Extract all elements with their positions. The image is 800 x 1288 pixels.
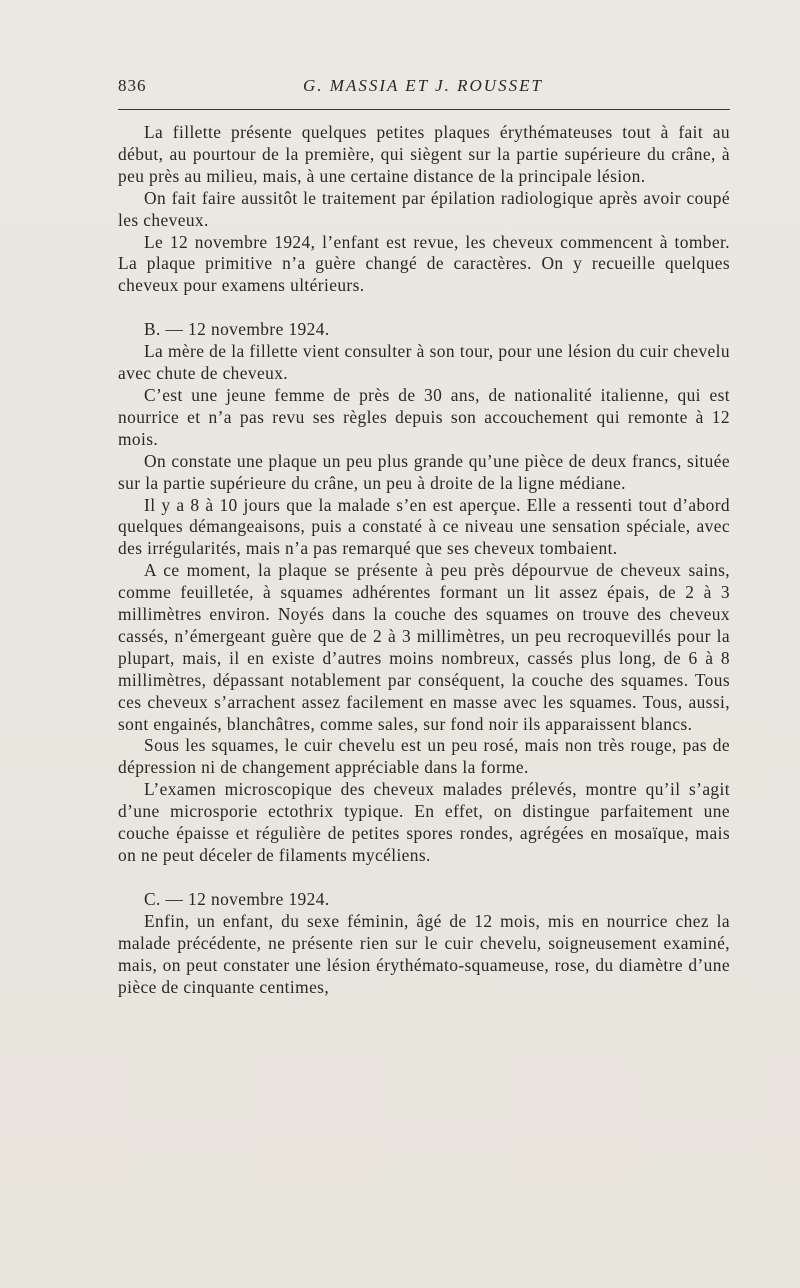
page-number: 836 (118, 76, 147, 95)
paragraph: Il y a 8 à 10 jours que la malade s’en est aperçue. Elle a ressenti tout d’abord quelques démangeaisons, puis a constaté à ce niveau une sensation spéciale, avec des irrégularités, mais n’a pas remarqué que ses cheveux tombaient. (118, 494, 730, 559)
running-head: G. MASSIA ET J. ROUSSET (303, 76, 543, 95)
section-heading-c: C. — 12 novembre 1924. (144, 888, 330, 909)
paragraph: On constate une plaque un peu plus grande qu’une pièce de deux francs, située sur la partie supérieure du crâne, un peu à droite de la ligne médiane. (118, 450, 730, 493)
header-rule (118, 109, 730, 110)
paragraph: L’examen microscopique des cheveux malades prélevés, montre qu’il s’agit d’une microsporie ectothrix typique. En effet, on distingue parfaitement une couche épaisse et régulière de petites spores rondes, agrégées en mosaïque, mais on ne peut déceler de filaments mycéliens. (118, 779, 730, 865)
paragraph: C’est une jeune femme de près de 30 ans, de nationalité italienne, qui est nourrice et n’a pas revu ses règles depuis son accouchement qui remonte à 12 mois. (118, 384, 730, 449)
paragraph: Enfin, un enfant, du sexe féminin, âgé de 12 mois, mis en nourrice chez la malade précédente, ne présente rien sur le cuir chevelu, soigneusement examiné, mais, on peut constater une lésion érythémato-squameuse, rose, du diamètre d’une pièce de cinquante centimes, (118, 910, 730, 997)
paragraph: La mère de la fillette vient consulter à son tour, pour une lésion du cuir chevelu avec chute de cheveux. (118, 341, 730, 384)
paragraph: On fait faire aussitôt le traitement par épilation radiologique après avoir coupé les cheveux. (118, 187, 730, 230)
section-heading-b: B. — 12 novembre 1924. (144, 319, 330, 340)
page-header (118, 76, 730, 102)
paragraph: Le 12 novembre 1924, l’enfant est revue, les cheveux commencent à tomber. La plaque primitive n’a guère changé de caractères. On y recueille quelques cheveux pour examens ultérieurs. (118, 231, 730, 296)
paragraph: Sous les squames, le cuir chevelu est un peu rosé, mais non très rouge, pas de dépression ni de changement appréciable dans la forme. (118, 735, 730, 778)
body-text (118, 122, 730, 998)
paragraph: La fillette présente quelques petites plaques érythémateuses tout à fait au début, au pourtour de la première, qui siègent sur la partie supérieure du crâne, à peu près au milieu, mais, à une certaine distance de la principale lésion. (118, 122, 730, 186)
section-spacer (118, 297, 730, 319)
section-spacer (118, 867, 730, 889)
paragraph: A ce moment, la plaque se présente à peu près dépourvue de cheveux sains, comme feuilletée, à squames adhérentes formant un lit assez épais, de 2 à 3 millimètres environ. Noyés dans la couche des squames on trouve des cheveux cassés, n’émergeant guère que de 2 à 3 millimètres, un peu recroquevillés pour la plupart, mais, il en existe d’autres moins nombreux, cassés plus long, de 6 à 8 millimètres, dépassant notablement par conséquent, la couche des squames. Tous ces cheveux s’arrachent assez facilement en masse avec les squames. Tous, aussi, sont engainés, blanchâtres, comme sales, sur fond noir ils apparaissent blancs. (118, 560, 730, 734)
